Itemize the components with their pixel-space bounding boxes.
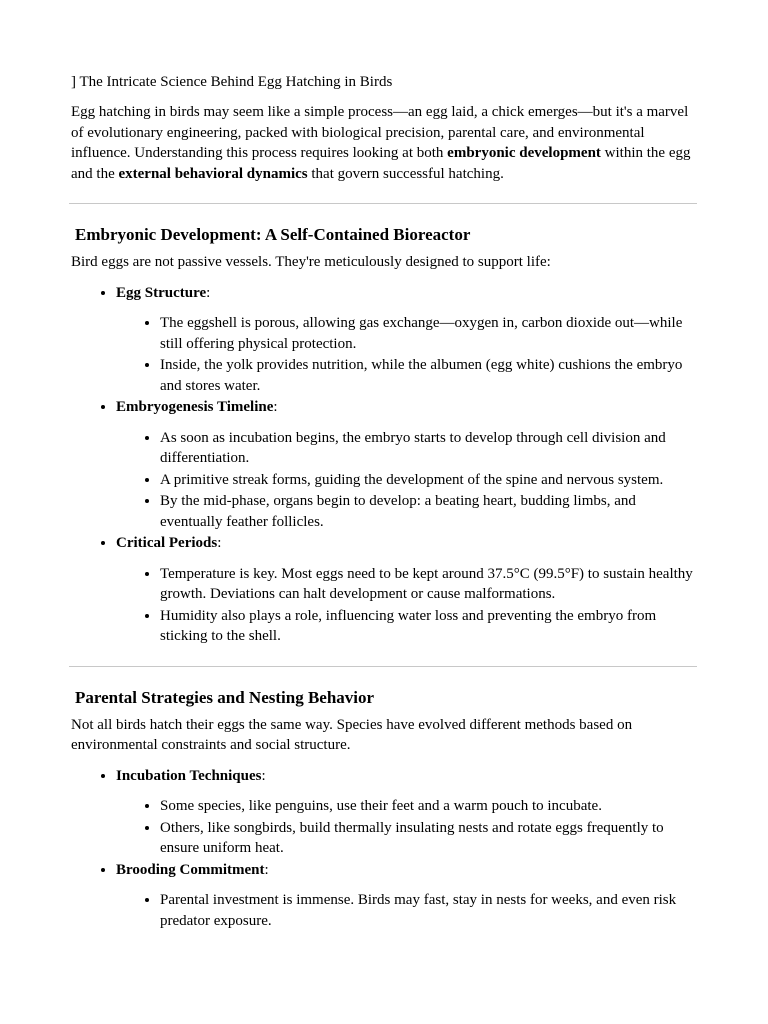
list-item-embryogenesis-timeline (116, 397, 698, 532)
sub-list-item: • Temperature is key. Most eggs need to be kept around 37.5°C (99.5°F) to sustain healthy growth. Deviations can halt development or cause malformations. (160, 564, 698, 605)
sub-list (116, 564, 698, 647)
intro-bold-1: embryonic development (447, 145, 601, 161)
item-label: Egg Structure (116, 284, 207, 301)
item-label: Brooding Commitment (116, 861, 265, 878)
item-label-suffix: : (206, 284, 211, 301)
list-item-brooding-commitment (116, 860, 698, 932)
intro-paragraph (71, 102, 698, 184)
section-heading: Parental Strategies and Nesting Behavior (75, 687, 375, 707)
section-heading: Embryonic Development: A Self-Contained Bioreactor (75, 225, 471, 244)
section-parental-strategies (71, 667, 698, 932)
sub-list (116, 796, 698, 859)
sub-list-item: • A primitive streak forms, guiding the development of the spine and nervous system. (160, 470, 698, 491)
intro-bold-2: external behavioral dynamics (118, 165, 308, 182)
item-label: Critical Periods (116, 535, 218, 551)
intro-text-1: Egg hatching in birds may seem like a simple process—an egg laid, a chick emerges—but it's a marvel of evolutionary engineering, packed with biological precision, parental care, and environmental influence. Understanding this process requires looking at both (71, 104, 689, 161)
sub-list-item: • The eggshell is porous, allowing gas exchange—oxygen in, carbon dioxide out—while still offering physical protection. (160, 313, 698, 354)
item-label-suffix: : (217, 535, 222, 551)
list-item-critical-periods (116, 533, 698, 647)
section-embryonic-development (71, 204, 698, 647)
sub-list-item: • Inside, the yolk provides nutrition, while the albumen (egg white) cushions the embryo and stores water. (160, 355, 698, 396)
sub-list-item: • Parental investment is immense. Birds may fast, stay in nests for weeks, and even risk predator exposure. (160, 890, 698, 931)
sub-list-item: • Humidity also plays a role, influencing water loss and preventing the embryo from sticking to the shell. (160, 606, 698, 647)
intro-text-2: within the egg and the (71, 145, 691, 182)
item-label-suffix: : (264, 861, 269, 878)
section-intro: Bird eggs are not passive vessels. They're meticulously designed to support life: (71, 254, 551, 270)
sub-list-item: • By the mid-phase, organs begin to develop: a beating heart, budding limbs, and eventually feather follicles. (160, 491, 698, 532)
section-list (71, 283, 698, 647)
item-label-suffix: : (261, 767, 266, 784)
list-item-incubation-techniques (116, 766, 698, 859)
section-intro: Not all birds hatch their eggs the same way. Species have evolved different methods based on environmental constraints and social structure. (71, 716, 633, 753)
section-list (71, 766, 698, 932)
sub-list-item: • As soon as incubation begins, the embryo starts to develop through cell division and differentiation. (160, 428, 698, 469)
sub-list (116, 890, 698, 931)
list-item-egg-structure (116, 283, 698, 397)
intro-text-3: that govern successful hatching. (307, 165, 504, 182)
item-label-suffix: : (273, 399, 278, 415)
sub-list (116, 313, 698, 396)
sub-list-item: • Some species, like penguins, use their feet and a warm pouch to incubate. (160, 796, 698, 817)
document-title: ] The Intricate Science Behind Egg Hatching in Birds (71, 74, 393, 90)
sub-list-item: • Others, like songbirds, build thermally insulating nests and rotate eggs frequently to ensure uniform heat. (160, 818, 698, 859)
sub-list (116, 428, 698, 533)
item-label: Incubation Techniques (116, 767, 262, 784)
item-label: Embryogenesis Timeline (116, 399, 274, 415)
